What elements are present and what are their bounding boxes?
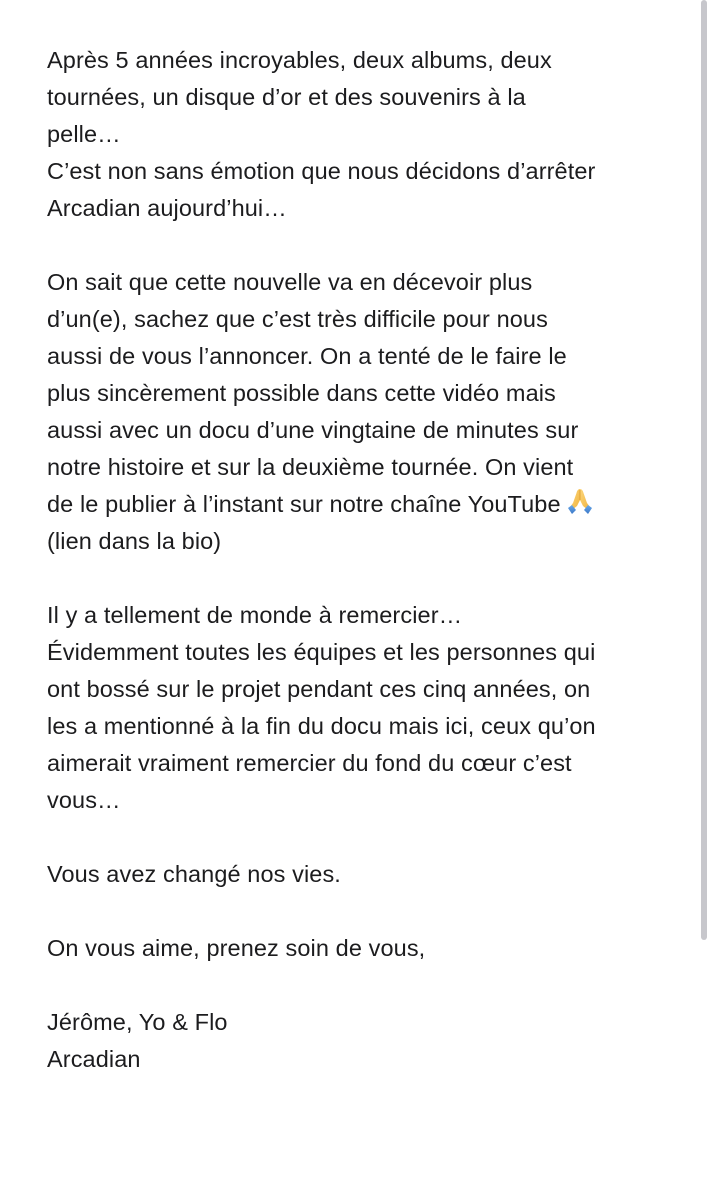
- text-line: plus sincèrement possible dans cette vidéo mais: [47, 380, 556, 406]
- text-line: d’un(e), sachez que c’est très difficile pour nous: [47, 306, 548, 332]
- paragraph-changed-lives: [47, 856, 677, 893]
- text-line: Vous avez changé nos vies.: [47, 861, 341, 887]
- text-line: pelle…: [47, 121, 121, 147]
- paragraph-gap: [47, 819, 677, 856]
- paragraph-announcement: [47, 42, 677, 227]
- text-line-with-emoji: [47, 486, 677, 523]
- signature-band: Arcadian: [47, 1046, 141, 1072]
- text-line: Arcadian aujourd’hui…: [47, 195, 287, 221]
- paragraph-closing: [47, 930, 677, 967]
- paragraph-documentary: [47, 264, 677, 560]
- text-line: vous…: [47, 787, 121, 813]
- text-line: aussi de vous l’annoncer. On a tenté de le faire le: [47, 343, 567, 369]
- text-line: ont bossé sur le projet pendant ces cinq années, on: [47, 676, 591, 702]
- paragraph-gap: [47, 893, 677, 930]
- paragraph-gap: [47, 227, 677, 264]
- text-line: On vous aime, prenez soin de vous,: [47, 935, 426, 961]
- text-line: C’est non sans émotion que nous décidons d’arrêter: [47, 158, 596, 184]
- text-line: Après 5 années incroyables, deux albums, deux: [47, 47, 552, 73]
- text-line: On sait que cette nouvelle va en décevoir plus: [47, 269, 533, 295]
- folded-hands-icon: [565, 486, 595, 516]
- text-line: tournées, un disque d’or et des souvenirs à la: [47, 84, 526, 110]
- vertical-scrollbar[interactable]: [701, 0, 707, 940]
- text-line: Il y a tellement de monde à remercier…: [47, 602, 463, 628]
- paragraph-gap: [47, 560, 677, 597]
- paragraph-signature: [47, 1004, 677, 1078]
- signature-names: Jérôme, Yo & Flo: [47, 1009, 228, 1035]
- text-line: de le publier à l’instant sur notre chaîne YouTube: [47, 491, 561, 517]
- paragraph-thanks: [47, 597, 677, 819]
- text-line: aimerait vraiment remercier du fond du cœur c’est: [47, 750, 572, 776]
- text-line: (lien dans la bio): [47, 528, 222, 554]
- text-line: les a mentionné à la fin du docu mais ici, ceux qu’on: [47, 713, 596, 739]
- text-line: notre histoire et sur la deuxième tournée. On vient: [47, 454, 574, 480]
- paragraph-gap: [47, 967, 677, 1004]
- text-line: Évidemment toutes les équipes et les personnes qui: [47, 639, 596, 665]
- text-line: aussi avec un docu d’une vingtaine de minutes sur: [47, 417, 579, 443]
- note-body: [47, 42, 677, 1078]
